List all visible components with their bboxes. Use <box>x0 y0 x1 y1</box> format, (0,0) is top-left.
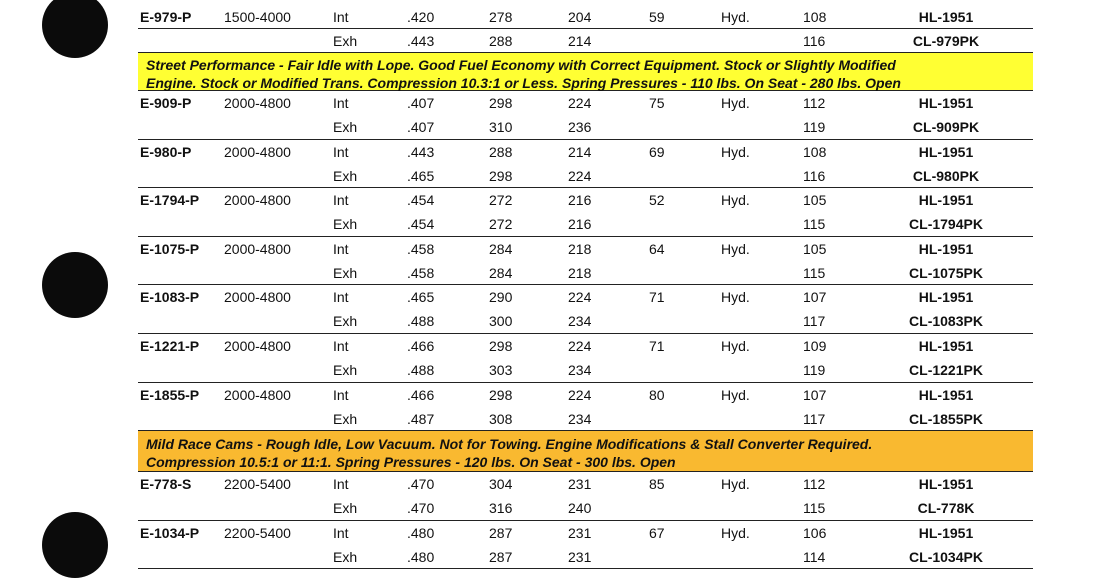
lift: .488 <box>407 361 435 378</box>
exhaust-line <box>138 496 1033 520</box>
kit-number: CL-1083PK <box>909 313 983 330</box>
cam-row <box>138 0 1033 29</box>
duration-050: 204 <box>568 9 592 25</box>
spring-value: 119 <box>803 361 826 378</box>
valve-label: Int <box>333 476 349 493</box>
rpm-range: 2000-4800 <box>224 337 291 354</box>
lift: .465 <box>407 289 435 306</box>
lsa: 71 <box>649 337 665 354</box>
intake-line <box>138 5 1033 29</box>
kit-number: CL-778K <box>917 500 975 517</box>
duration: 278 <box>489 9 513 25</box>
lift: .480 <box>407 524 435 541</box>
part-number: E-980-P <box>140 143 192 160</box>
exhaust-line <box>138 545 1033 569</box>
duration: 288 <box>489 33 513 49</box>
duration: 284 <box>489 264 513 281</box>
intake-line <box>138 188 1033 212</box>
lift: .443 <box>407 143 435 160</box>
lsa: 80 <box>649 386 665 403</box>
duration-050: 218 <box>568 264 592 281</box>
valve-label: Exh <box>333 500 358 517</box>
rpm-range: 2000-4800 <box>224 143 291 160</box>
lift: .487 <box>407 410 435 427</box>
valve-label: Int <box>333 9 349 25</box>
kit-number: HL-1951 <box>918 386 974 403</box>
part-number: E-1075-P <box>140 240 200 257</box>
duration-050: 214 <box>568 143 592 160</box>
lsa: 59 <box>649 9 665 25</box>
spring-value: 107 <box>803 386 827 403</box>
kit-number: CL-980PK <box>912 167 980 184</box>
exhaust-line <box>138 212 1033 236</box>
duration-050: 216 <box>568 192 592 209</box>
rpm-range: 2000-4800 <box>224 95 291 111</box>
race-cam-group <box>138 472 1033 569</box>
lift: .488 <box>407 313 435 330</box>
lifter-type: Hyd. <box>721 95 750 111</box>
exhaust-line <box>138 261 1033 285</box>
spring-value: 109 <box>803 337 827 354</box>
cam-row <box>138 91 1033 140</box>
lift: .443 <box>407 33 435 49</box>
kit-number: HL-1951 <box>918 143 974 160</box>
kit-number: CL-909PK <box>912 119 980 135</box>
duration-050: 240 <box>568 500 592 517</box>
duration-050: 236 <box>568 119 592 135</box>
rpm-range: 2000-4800 <box>224 240 291 257</box>
kit-number: HL-1951 <box>918 337 974 354</box>
cam-row <box>138 472 1033 521</box>
duration: 308 <box>489 410 513 427</box>
rpm-range: 2000-4800 <box>224 192 291 209</box>
intake-line <box>138 237 1033 261</box>
lift: .480 <box>407 548 435 565</box>
duration-050: 218 <box>568 240 592 257</box>
exhaust-line <box>138 115 1033 139</box>
valve-label: Int <box>333 337 349 354</box>
rpm-range: 2200-5400 <box>224 524 291 541</box>
duration-050: 231 <box>568 476 592 493</box>
lifter-type: Hyd. <box>721 192 750 209</box>
lsa: 85 <box>649 476 665 493</box>
lift: .470 <box>407 476 435 493</box>
duration: 316 <box>489 500 513 517</box>
duration: 298 <box>489 337 513 354</box>
lift: .458 <box>407 240 435 257</box>
valve-label: Int <box>333 289 349 306</box>
intake-line <box>138 140 1033 164</box>
duration-050: 216 <box>568 216 592 233</box>
duration-050: 234 <box>568 313 592 330</box>
rpm-range: 2000-4800 <box>224 386 291 403</box>
valve-label: Exh <box>333 313 358 330</box>
cam-row <box>138 285 1033 334</box>
rpm-range: 2000-4800 <box>224 289 291 306</box>
part-number: E-778-S <box>140 476 192 493</box>
duration: 284 <box>489 240 513 257</box>
duration: 272 <box>489 216 513 233</box>
kit-number: HL-1951 <box>918 192 974 209</box>
lift: .407 <box>407 119 435 135</box>
valve-label: Int <box>333 240 349 257</box>
lift: .458 <box>407 264 435 281</box>
duration-050: 231 <box>568 548 592 565</box>
lifter-type: Hyd. <box>721 524 750 541</box>
intake-line <box>138 91 1033 115</box>
cam-row <box>138 29 1033 53</box>
spring-value: 115 <box>803 216 826 233</box>
kit-number: HL-1951 <box>918 289 974 306</box>
lifter-type: Hyd. <box>721 476 750 493</box>
part-number: E-909-P <box>140 95 192 111</box>
exhaust-line <box>138 309 1033 333</box>
part-number: E-1083-P <box>140 289 200 306</box>
kit-number: CL-979PK <box>912 33 980 49</box>
spring-value: 115 <box>803 264 826 281</box>
valve-label: Exh <box>333 119 358 135</box>
spring-value: 107 <box>803 289 827 306</box>
kit-number: HL-1951 <box>918 240 974 257</box>
rpm-range: 2200-5400 <box>224 476 291 493</box>
lift: .465 <box>407 167 435 184</box>
spring-value: 119 <box>803 119 826 135</box>
duration-050: 224 <box>568 386 592 403</box>
cam-row <box>138 140 1033 189</box>
duration: 300 <box>489 313 513 330</box>
lsa: 64 <box>649 240 665 257</box>
lifter-type: Hyd. <box>721 337 750 354</box>
kit-number: HL-1951 <box>918 524 974 541</box>
cam-row <box>138 237 1033 286</box>
duration: 303 <box>489 361 513 378</box>
banner-line: Mild Race Cams - Rough Idle, Low Vacuum. Not for Towing. Engine Modifications & Stall Converter Required. <box>146 436 873 453</box>
lsa: 69 <box>649 143 665 160</box>
duration-050: 224 <box>568 95 592 111</box>
spring-value: 105 <box>803 240 827 257</box>
lift: .466 <box>407 386 435 403</box>
duration: 272 <box>489 192 513 209</box>
spring-value: 115 <box>803 500 826 517</box>
cam-row <box>138 383 1033 432</box>
duration: 287 <box>489 524 513 541</box>
intake-line <box>138 383 1033 407</box>
exhaust-line <box>138 358 1033 382</box>
lifter-type: Hyd. <box>721 386 750 403</box>
spring-value: 108 <box>803 9 827 25</box>
duration: 298 <box>489 386 513 403</box>
duration: 304 <box>489 476 513 493</box>
spring-value: 116 <box>803 33 826 49</box>
banner-line: Engine. Stock or Modified Trans. Compression 10.3:1 or Less. Spring Pressures - 110 lbs. On Seat - 280 lbs. Open <box>146 75 901 91</box>
spring-value: 114 <box>803 548 826 565</box>
kit-number: CL-1221PK <box>909 361 983 378</box>
duration: 288 <box>489 143 513 160</box>
lift: .470 <box>407 500 435 517</box>
valve-label: Exh <box>333 361 358 378</box>
cam-row <box>138 521 1033 570</box>
valve-label: Int <box>333 386 349 403</box>
lifter-type: Hyd. <box>721 289 750 306</box>
lift: .454 <box>407 192 435 209</box>
kit-number: HL-1951 <box>918 95 974 111</box>
lift: .420 <box>407 9 435 25</box>
part-number: E-979-P <box>140 9 192 25</box>
spring-value: 106 <box>803 524 827 541</box>
valve-label: Int <box>333 143 349 160</box>
valve-label: Exh <box>333 33 358 49</box>
duration: 298 <box>489 95 513 111</box>
lift: .407 <box>407 95 435 111</box>
valve-label: Exh <box>333 167 358 184</box>
lifter-type: Hyd. <box>721 240 750 257</box>
duration-050: 214 <box>568 33 592 49</box>
intake-line <box>138 285 1033 309</box>
spring-value: 108 <box>803 143 827 160</box>
duration-050: 234 <box>568 410 592 427</box>
lift: .466 <box>407 337 435 354</box>
intake-line <box>138 472 1033 496</box>
category-banner-street <box>138 53 1033 91</box>
spring-value: 105 <box>803 192 827 209</box>
duration: 298 <box>489 167 513 184</box>
part-number: E-1221-P <box>140 337 200 354</box>
cam-row <box>138 334 1033 383</box>
duration: 290 <box>489 289 513 306</box>
duration: 310 <box>489 119 513 135</box>
duration-050: 224 <box>568 167 592 184</box>
kit-number: HL-1951 <box>918 476 974 493</box>
valve-label: Exh <box>333 264 358 281</box>
lsa: 75 <box>649 95 665 111</box>
spring-value: 112 <box>803 476 826 493</box>
duration-050: 234 <box>568 361 592 378</box>
valve-label: Exh <box>333 548 358 565</box>
kit-number: CL-1794PK <box>909 216 983 233</box>
lift: .454 <box>407 216 435 233</box>
duration-050: 231 <box>568 524 592 541</box>
valve-label: Int <box>333 524 349 541</box>
kit-number: CL-1034PK <box>909 548 983 565</box>
exhaust-line <box>138 407 1033 431</box>
valve-label: Int <box>333 192 349 209</box>
cam-row <box>138 188 1033 237</box>
exhaust-line <box>138 164 1033 188</box>
lsa: 52 <box>649 192 665 209</box>
rpm-range: 1500-4000 <box>224 9 291 25</box>
cam-spec-table <box>138 0 1033 569</box>
intake-line <box>138 521 1033 545</box>
spring-value: 117 <box>803 410 826 427</box>
lifter-type: Hyd. <box>721 9 750 25</box>
intake-line <box>138 334 1033 358</box>
street-cam-group <box>138 91 1033 431</box>
category-banner-race <box>138 431 1033 472</box>
binder-hole <box>42 252 108 318</box>
valve-label: Exh <box>333 410 358 427</box>
kit-number: CL-1075PK <box>909 264 983 281</box>
banner-line: Street Performance - Fair Idle with Lope. Good Fuel Economy with Correct Equipment. Stock or Slightly Modified <box>146 57 896 73</box>
duration-050: 224 <box>568 337 592 354</box>
valve-label: Exh <box>333 216 358 233</box>
spring-value: 112 <box>803 95 826 111</box>
banner-line: Compression 10.5:1 or 11:1. Spring Pressures - 120 lbs. On Seat - 300 lbs. Open <box>146 454 676 471</box>
binder-hole <box>42 512 108 578</box>
part-number: E-1034-P <box>140 524 200 541</box>
duration-050: 224 <box>568 289 592 306</box>
kit-number: HL-1951 <box>918 9 974 25</box>
duration: 287 <box>489 548 513 565</box>
kit-number: CL-1855PK <box>909 410 983 427</box>
spring-value: 117 <box>803 313 826 330</box>
lifter-type: Hyd. <box>721 143 750 160</box>
binder-hole <box>42 0 108 58</box>
exhaust-line <box>138 29 1033 53</box>
lsa: 71 <box>649 289 665 306</box>
part-number: E-1794-P <box>140 192 200 209</box>
valve-label: Int <box>333 95 349 111</box>
lsa: 67 <box>649 524 665 541</box>
part-number: E-1855-P <box>140 386 200 403</box>
spring-value: 116 <box>803 167 826 184</box>
